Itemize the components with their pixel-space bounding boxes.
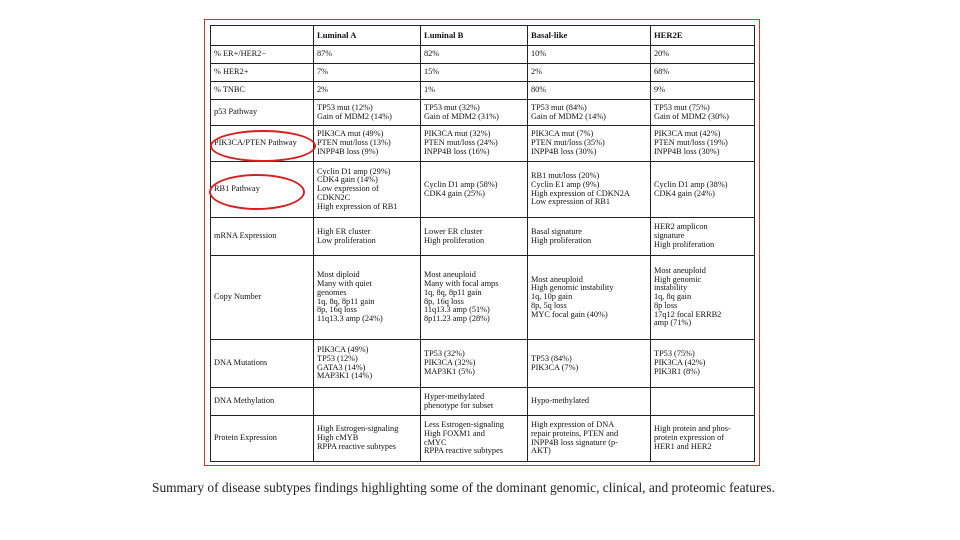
cell-line: PIK3CA mut (7%) <box>531 129 594 139</box>
cell-line: High expression of RB1 <box>317 201 398 211</box>
cell-line: Lower ER cluster <box>424 226 483 236</box>
cell-line: 17q12 focal ERRB2 <box>654 309 722 319</box>
table-cell <box>528 126 651 162</box>
cell-line: High FOXM1 and <box>424 428 485 438</box>
table-cell <box>528 100 651 126</box>
cell-line: MYC focal gain (40%) <box>531 309 608 319</box>
cell-line: 1% <box>424 85 436 95</box>
cell-line: Basal signature <box>531 226 582 236</box>
cell-line: Many with quiet <box>317 279 372 289</box>
table-row <box>211 256 755 340</box>
cell-line: RPPA reactive subtypes <box>317 441 396 451</box>
table-cell <box>528 218 651 256</box>
cell-line: PIK3CA (7%) <box>531 362 579 372</box>
cell-line: 7% <box>317 67 329 77</box>
cell-line: 8p, 16q loss <box>317 305 357 315</box>
table-row <box>211 126 755 162</box>
table-cell <box>314 256 421 340</box>
cell-line: High protein and phos- <box>654 424 731 434</box>
cell-line: phenotype for subset <box>424 400 494 410</box>
table-cell <box>314 218 421 256</box>
cell-line: instability <box>654 283 688 293</box>
cell-line: 1q, 8q, 8p11 gain <box>317 296 375 306</box>
cell-line: Low proliferation <box>317 235 376 245</box>
cell-line: TP53 (32%) <box>424 349 465 359</box>
table-row <box>211 218 755 256</box>
cell-line: High cMYB <box>317 433 359 443</box>
table-cell <box>651 100 755 126</box>
cell-line: 11q13.3 amp (24%) <box>317 313 383 323</box>
table-cell <box>528 256 651 340</box>
cell-line: genomes <box>317 287 347 297</box>
cell-line: TP53 mut (84%) <box>531 102 587 112</box>
cell-line: repair proteins, PTEN and <box>531 428 619 438</box>
cell-line: Gain of MDM2 (14%) <box>531 111 606 121</box>
cell-line: High proliferation <box>424 235 485 245</box>
table-cell <box>421 340 528 388</box>
row-label: p53 Pathway <box>211 100 314 126</box>
table-body <box>211 46 755 462</box>
table-cell <box>421 416 528 462</box>
cell-line: 87% <box>317 49 333 59</box>
cell-line: PIK3CA (42%) <box>654 358 706 368</box>
cell-line: PIK3CA mut (49%) <box>317 129 384 139</box>
cell-line: Most diploid <box>317 270 360 280</box>
cell-line: Most aneuploid <box>424 270 476 280</box>
cell-line: PTEN mut/loss (19%) <box>654 138 728 148</box>
table-row <box>211 416 755 462</box>
row-label: Copy Number <box>211 256 314 340</box>
table-cell <box>421 46 528 64</box>
cell-line: High Estrogen-signaling <box>317 424 399 434</box>
table-cell <box>528 162 651 218</box>
row-label: DNA Mutations <box>211 340 314 388</box>
cell-line: RPPA reactive subtypes <box>424 446 503 456</box>
cell-line: 11q13.3 amp (51%) <box>424 305 490 315</box>
cell-line: PTEN mut/loss (13%) <box>317 138 391 148</box>
header-basal-like: Basal-like <box>528 26 651 46</box>
row-label: PIK3CA/PTEN Pathway <box>211 126 314 162</box>
cell-line: Gain of MDM2 (14%) <box>317 111 392 121</box>
row-label: mRNA Expression <box>211 218 314 256</box>
table-cell <box>651 416 755 462</box>
cell-line: High expression of DNA <box>531 420 615 430</box>
table-cell <box>528 388 651 416</box>
cell-line: TP53 mut (32%) <box>424 102 480 112</box>
table-cell <box>421 162 528 218</box>
cell-line: 20% <box>654 49 670 59</box>
cell-line: 82% <box>424 49 440 59</box>
table-cell <box>314 162 421 218</box>
cell-line: amp (71%) <box>654 318 692 328</box>
cell-line: 9% <box>654 85 666 95</box>
cell-line: 68% <box>654 67 670 77</box>
cell-line: Gain of MDM2 (30%) <box>654 111 729 121</box>
table-cell <box>314 340 421 388</box>
table-cell <box>651 82 755 100</box>
table-cell <box>528 64 651 82</box>
cell-line: INPP4B loss (9%) <box>317 146 379 156</box>
table-cell <box>528 82 651 100</box>
cell-line: Low expression of <box>317 184 379 194</box>
cell-line: GATA3 (14%) <box>317 362 366 372</box>
cell-line: 2% <box>531 67 543 77</box>
table-cell <box>314 46 421 64</box>
cell-line: AKT) <box>531 446 551 456</box>
cell-line: TP53 (12%) <box>317 353 358 363</box>
subtype-summary-table <box>210 25 755 462</box>
table-cell <box>421 82 528 100</box>
table-row <box>211 82 755 100</box>
cell-line: PIK3R1 (8%) <box>654 366 700 376</box>
cell-line: Hypo-methylated <box>531 396 590 406</box>
table-row <box>211 100 755 126</box>
table-cell <box>421 64 528 82</box>
table-row <box>211 162 755 218</box>
cell-line: Cyclin E1 amp (9%) <box>531 179 600 189</box>
cell-line: PIK3CA mut (32%) <box>424 129 491 139</box>
cell-line: CDK4 gain (14%) <box>317 175 378 185</box>
cell-line: 2% <box>317 85 329 95</box>
cell-line: 80% <box>531 85 547 95</box>
table-cell <box>421 218 528 256</box>
cell-line: INPP4B loss (30%) <box>654 146 720 156</box>
cell-line: Low expression of RB1 <box>531 197 611 207</box>
cell-line: RB1 mut/loss (20%) <box>531 171 600 181</box>
cell-line: Many with focal amps <box>424 279 499 289</box>
cell-line: High genomic instability <box>531 283 614 293</box>
table-cell <box>651 126 755 162</box>
cell-line: INPP4B loss (16%) <box>424 146 490 156</box>
cell-line: PIK3CA (32%) <box>424 358 476 368</box>
cell-line: 8p11.23 amp (28%) <box>424 313 490 323</box>
table-cell <box>421 256 528 340</box>
cell-line: cMYC <box>424 437 447 447</box>
header-her2e: HER2E <box>651 26 755 46</box>
cell-line: TP53 (84%) <box>531 353 572 363</box>
table-frame <box>204 19 760 466</box>
table-cell <box>314 64 421 82</box>
cell-line: 1q, 8q gain <box>654 292 692 302</box>
table-cell <box>421 388 528 416</box>
cell-line: PTEN mut/loss (24%) <box>424 138 498 148</box>
cell-line: High proliferation <box>654 239 715 249</box>
cell-line: MAP3K1 (14%) <box>317 371 373 381</box>
cell-line: CDK4 gain (24%) <box>654 188 715 198</box>
cell-line: 8p, 16q loss <box>424 296 464 306</box>
row-label: % HER2+ <box>211 64 314 82</box>
table-cell <box>651 46 755 64</box>
header-luminal-b: Luminal B <box>421 26 528 46</box>
cell-line: High proliferation <box>531 235 592 245</box>
table-cell <box>651 388 755 416</box>
cell-line: Gain of MDM2 (31%) <box>424 111 499 121</box>
table-cell <box>314 126 421 162</box>
cell-line: CDKN2C <box>317 192 351 202</box>
header-corner <box>211 26 314 46</box>
cell-line: MAP3K1 (5%) <box>424 366 475 376</box>
table-cell <box>651 162 755 218</box>
cell-line: Most aneuploid <box>531 274 583 284</box>
header-luminal-a: Luminal A <box>314 26 421 46</box>
cell-line: 1q, 8q, 8p11 gain <box>424 287 482 297</box>
cell-line: Most aneuploid <box>654 266 706 276</box>
cell-line: 15% <box>424 67 440 77</box>
table-cell <box>421 100 528 126</box>
row-label: Protein Expression <box>211 416 314 462</box>
cell-line: TP53 mut (12%) <box>317 102 373 112</box>
cell-line: PTEN mut/loss (35%) <box>531 138 605 148</box>
cell-line: CDK4 gain (25%) <box>424 188 485 198</box>
table-cell <box>314 82 421 100</box>
cell-line: Cyclin D1 amp (29%) <box>317 166 391 176</box>
cell-line: TP53 (75%) <box>654 349 695 359</box>
row-label: DNA Methylation <box>211 388 314 416</box>
cell-line: Cyclin D1 amp (58%) <box>424 179 498 189</box>
cell-line: Hyper-methylated <box>424 391 485 401</box>
table-row <box>211 64 755 82</box>
table-cell <box>651 64 755 82</box>
cell-line: 8p loss <box>654 300 678 310</box>
table-cell <box>314 416 421 462</box>
cell-line: TP53 mut (75%) <box>654 102 710 112</box>
cell-line: Cyclin D1 amp (38%) <box>654 179 728 189</box>
table-cell <box>651 340 755 388</box>
cell-line: 1q, 10p gain <box>531 292 573 302</box>
table-cell <box>651 218 755 256</box>
cell-line: High genomic <box>654 274 702 284</box>
table-row <box>211 388 755 416</box>
table-cell <box>528 340 651 388</box>
cell-line: HER2 amplicon <box>654 222 708 232</box>
cell-line: 10% <box>531 49 547 59</box>
table-cell <box>651 256 755 340</box>
table-cell <box>528 416 651 462</box>
table-header-row <box>211 26 755 46</box>
cell-line: INPP4B loss signature (p- <box>531 437 618 447</box>
table-row <box>211 340 755 388</box>
cell-line: 8p, 5q loss <box>531 300 567 310</box>
cell-line: INPP4B loss (30%) <box>531 146 597 156</box>
cell-line: signature <box>654 231 685 241</box>
figure-caption: Summary of disease subtypes findings highlighting some of the dominant genomic, clinical, and proteomic features. <box>152 480 775 495</box>
table-cell <box>528 46 651 64</box>
cell-line: High expression of CDKN2A <box>531 188 630 198</box>
table-cell <box>421 126 528 162</box>
cell-line: High ER cluster <box>317 226 371 236</box>
cell-line: PIK3CA (49%) <box>317 345 369 355</box>
cell-line: PIK3CA mut (42%) <box>654 129 721 139</box>
row-label: RB1 Pathway <box>211 162 314 218</box>
cell-line: protein expression of <box>654 433 725 443</box>
row-label: % TNBC <box>211 82 314 100</box>
row-label: % ER+/HER2− <box>211 46 314 64</box>
cell-line: Less Estrogen-signaling <box>424 420 504 430</box>
table-row <box>211 46 755 64</box>
table-cell <box>314 388 421 416</box>
cell-line: HER1 and HER2 <box>654 441 712 451</box>
table-cell <box>314 100 421 126</box>
